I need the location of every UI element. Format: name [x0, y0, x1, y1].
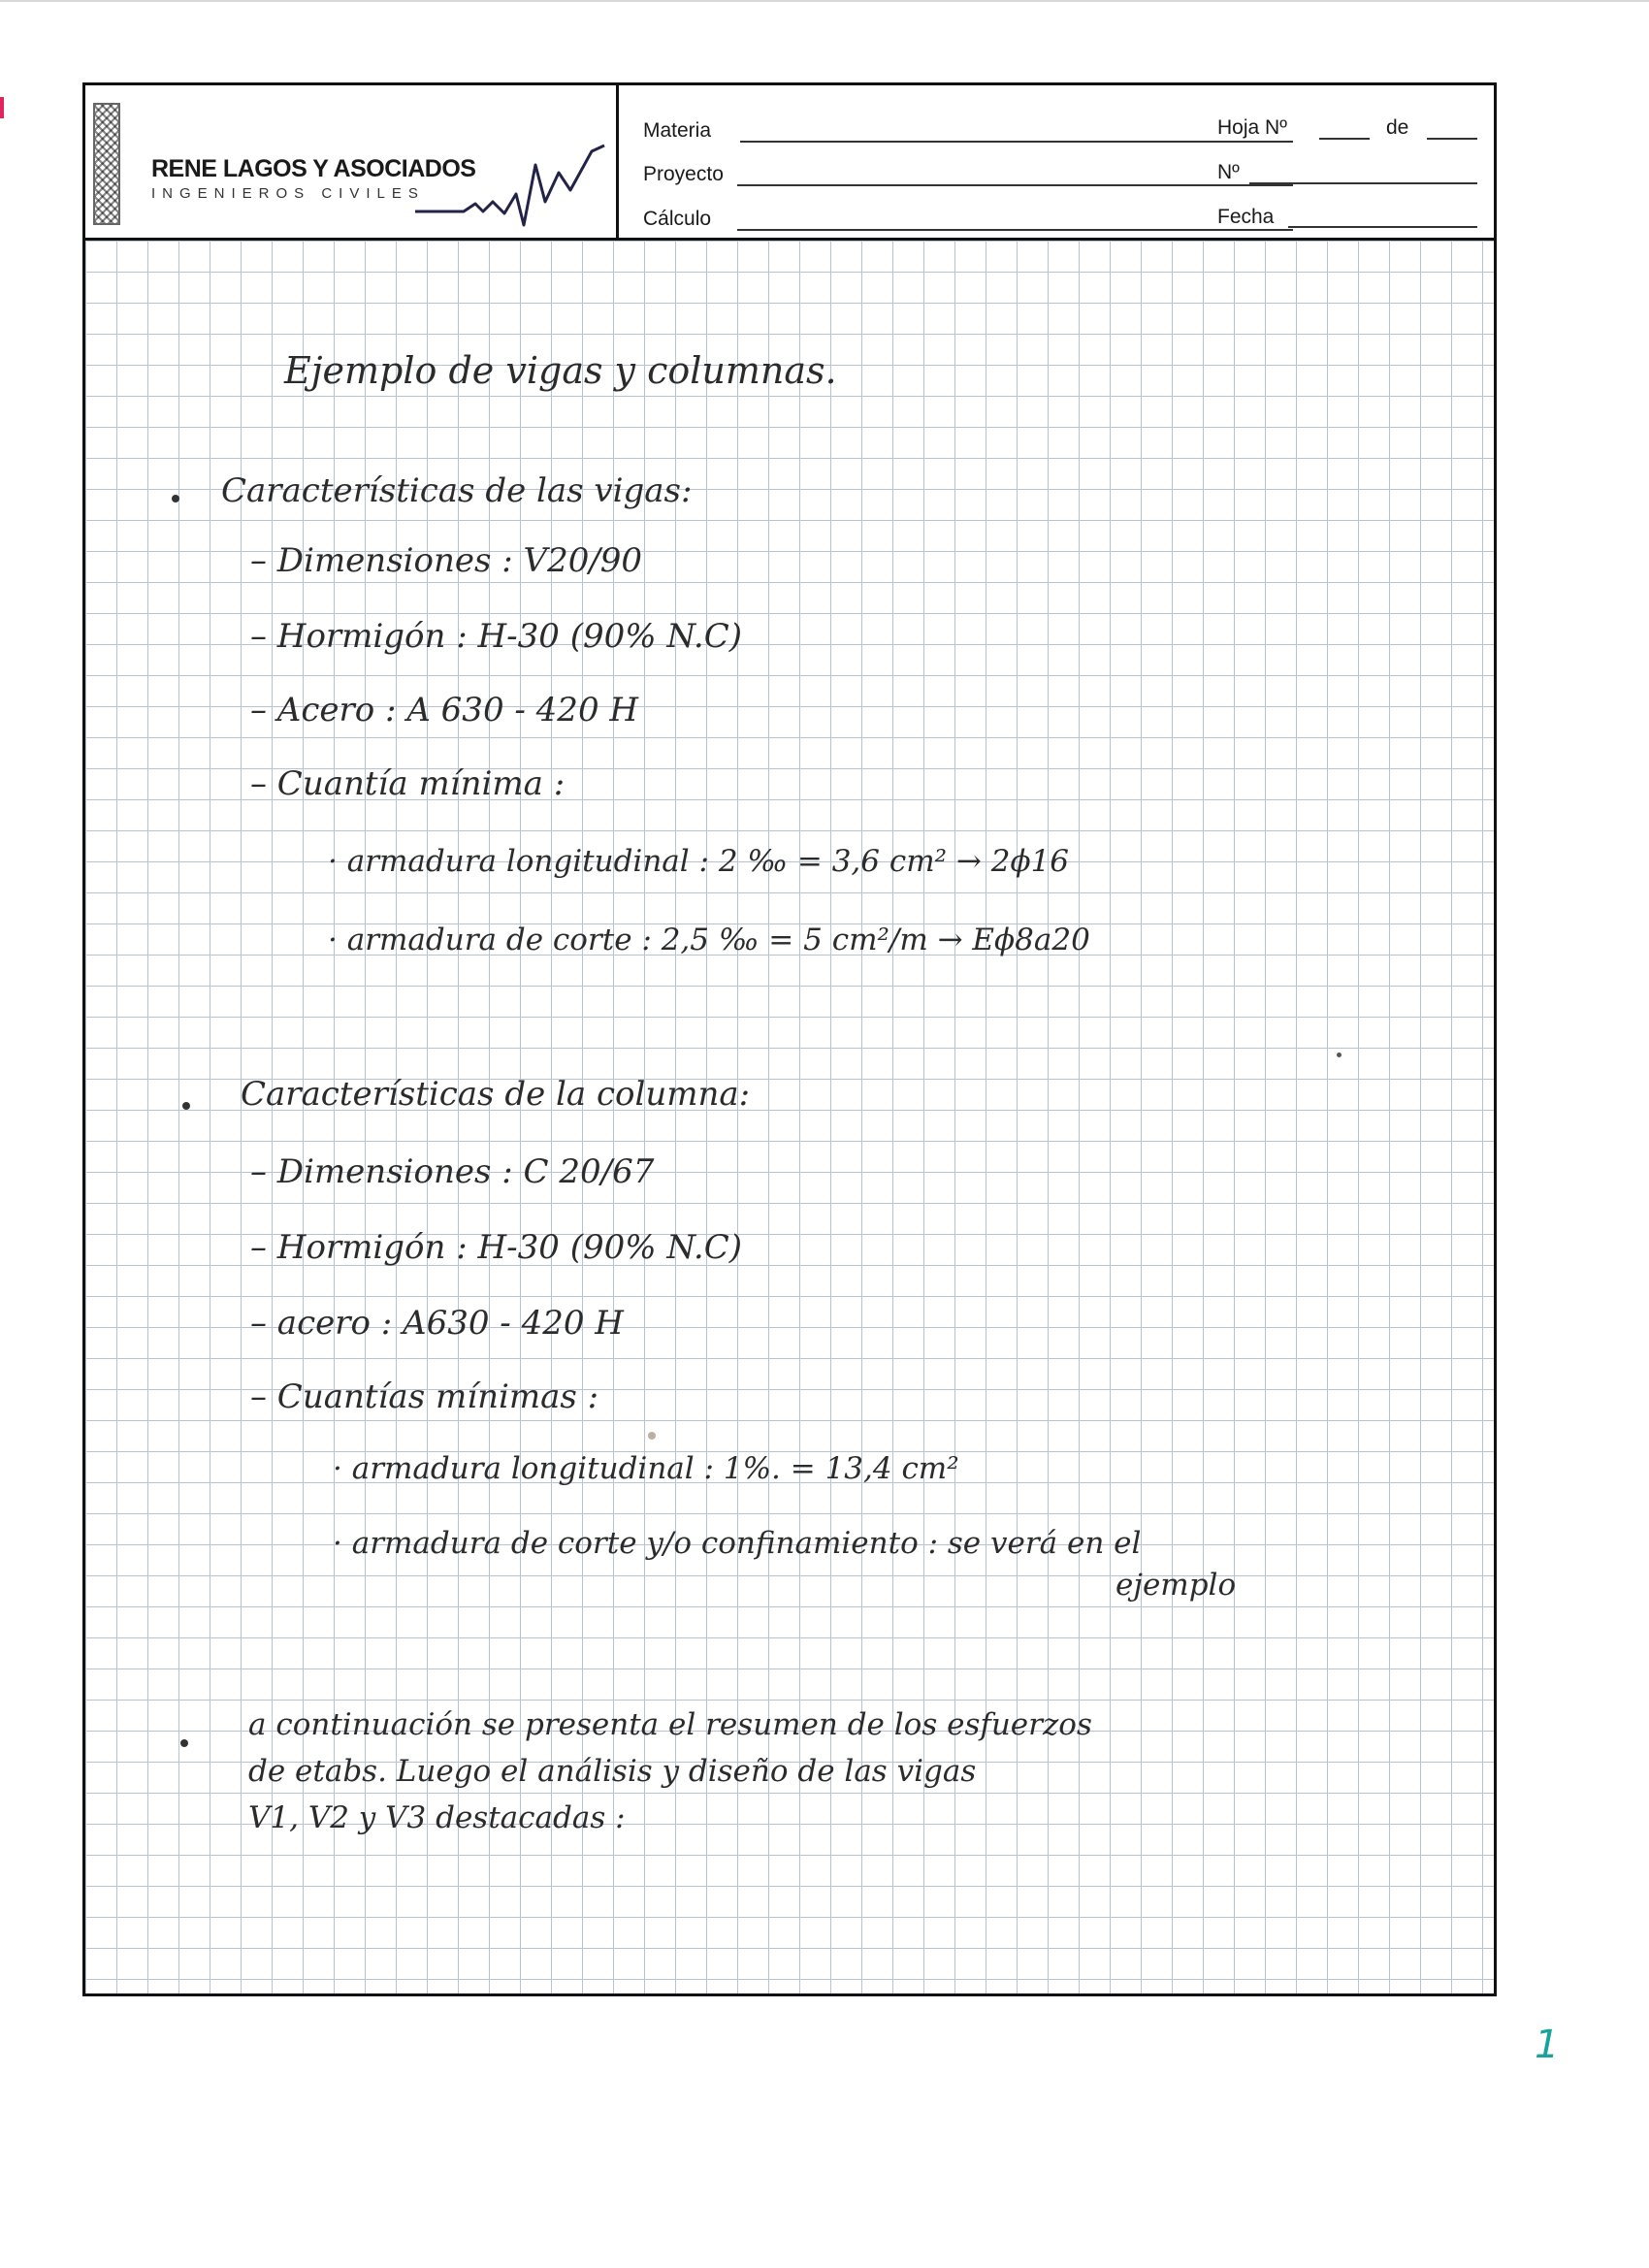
- hoja-label: Hoja Nº: [1217, 116, 1287, 139]
- margin-mark: [0, 97, 4, 118]
- conclusion-line-2: de etabs. Luego el análisis y diseño de las vigas: [248, 1754, 977, 1789]
- columna-heading: Características de la columna:: [241, 1075, 751, 1114]
- columna-cuantias: – Cuantías mínimas :: [250, 1377, 599, 1416]
- vigas-armadura-corte: · armadura de corte : 2,5 ‰ = 5 cm²/m → Eϕ8a20: [328, 923, 1090, 957]
- vigas-dimensiones: – Dimensiones : V20/90: [250, 541, 643, 580]
- company-logo: [85, 85, 619, 238]
- logo-wave-icon: [415, 144, 614, 236]
- bullet-dot: [180, 1739, 188, 1747]
- vigas-cuantia: – Cuantía mínima :: [250, 764, 566, 803]
- columna-hormigon: – Hormigón : H-30 (90% N.C): [250, 1228, 743, 1267]
- page-title: Ejemplo de vigas y columnas.: [284, 349, 837, 392]
- vigas-acero: – Acero : A 630 - 420 H: [250, 691, 639, 729]
- columna-armadura-corte: · armadura de corte y/o confinamiento : se verá en el: [333, 1526, 1142, 1561]
- conclusion-line-1: a continuación se presenta el resumen de los esfuerzos: [248, 1707, 1092, 1742]
- vigas-armadura-longitudinal: · armadura longitudinal : 2 ‰ = 3,6 cm² → 2ϕ16: [328, 844, 1070, 879]
- bullet-dot: [182, 1102, 190, 1110]
- columna-dimensiones: – Dimensiones : C 20/67: [250, 1152, 655, 1191]
- materia-label: Materia: [643, 119, 712, 142]
- proyecto-label: Proyecto: [643, 163, 724, 185]
- fecha-field[interactable]: [1288, 226, 1477, 228]
- fecha-label: Fecha: [1217, 206, 1275, 228]
- vigas-heading: Características de las vigas:: [221, 471, 693, 510]
- company-subtitle: INGENIEROS CIVILES: [151, 185, 425, 202]
- ink-speck: [648, 1432, 656, 1440]
- conclusion-line-3: V1, V2 y V3 destacadas :: [248, 1800, 626, 1835]
- numero-field[interactable]: [1249, 182, 1477, 184]
- vigas-hormigon: – Hormigón : H-30 (90% N.C): [250, 617, 743, 656]
- numero-label: Nº: [1217, 161, 1240, 183]
- calculation-sheet: [82, 82, 1497, 1996]
- grid-paper: [85, 241, 1494, 1993]
- de-field[interactable]: [1427, 138, 1477, 140]
- calculo-field[interactable]: [737, 229, 1293, 231]
- company-name: RENE LAGOS Y ASOCIADOS: [151, 155, 476, 182]
- hoja-field[interactable]: [1319, 138, 1370, 140]
- materia-field[interactable]: [740, 141, 1293, 143]
- columna-armadura-corte-cont: ejemplo: [1116, 1568, 1237, 1603]
- de-label: de: [1386, 116, 1409, 139]
- columna-acero: – acero : A630 - 420 H: [250, 1304, 624, 1343]
- ink-speck: [1337, 1053, 1342, 1057]
- bullet-dot: [172, 495, 179, 502]
- logo-emblem-icon: [93, 103, 120, 225]
- calculo-label: Cálculo: [643, 208, 712, 230]
- sheet-header: [85, 85, 1494, 241]
- proyecto-field[interactable]: [737, 184, 1293, 186]
- columna-armadura-longitudinal: · armadura longitudinal : 1%. = 13,4 cm²: [333, 1451, 959, 1486]
- page-edge: [0, 0, 1649, 2]
- page-number: 1: [1535, 2023, 1560, 2067]
